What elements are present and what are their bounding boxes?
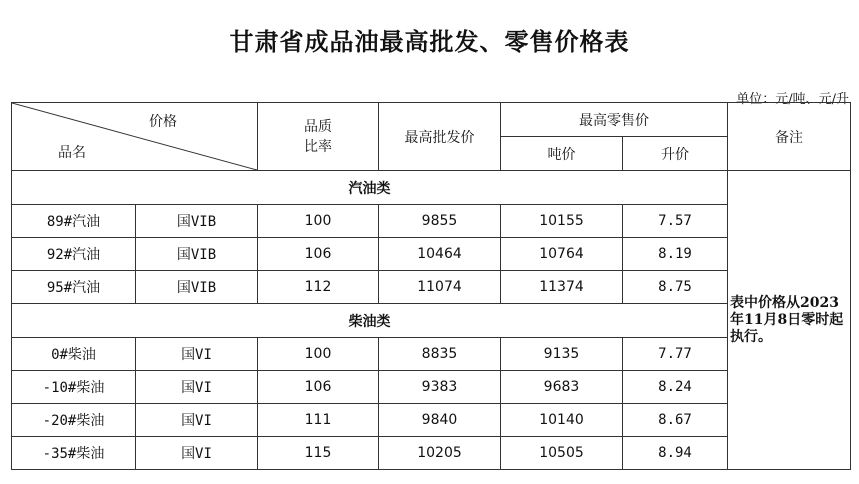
- ratio-cell: 100: [258, 338, 379, 371]
- table-row: [12, 238, 851, 271]
- header-remarks: 备注: [728, 103, 851, 171]
- ratio-cell: 106: [258, 238, 379, 271]
- product-name: 0#柴油: [12, 338, 136, 371]
- product-name: 92#汽油: [12, 238, 136, 271]
- ratio-cell: 112: [258, 271, 379, 304]
- page-title: 甘肃省成品油最高批发、零售价格表: [229, 28, 630, 56]
- price-table: [11, 102, 851, 470]
- table-row: [12, 437, 851, 470]
- product-name: 89#汽油: [12, 205, 136, 238]
- product-name: -35#柴油: [12, 437, 136, 470]
- retail-ton-price: 11374: [501, 271, 623, 304]
- retail-liter-price: 7.57: [623, 205, 728, 238]
- retail-liter-price: 8.24: [623, 371, 728, 404]
- grade-cell: 国VI: [136, 338, 258, 371]
- header-wholesale: 最高批发价: [379, 103, 501, 171]
- ratio-cell: 106: [258, 371, 379, 404]
- product-name: -10#柴油: [12, 371, 136, 404]
- category-label: 柴油类: [12, 304, 728, 338]
- category-row: [12, 304, 851, 338]
- header-retail: 最高零售价: [501, 103, 728, 137]
- retail-liter-price: 8.94: [623, 437, 728, 470]
- header-per-ton: 吨价: [501, 137, 623, 171]
- header-per-liter: 升价: [623, 137, 728, 171]
- wholesale-price: 10464: [379, 238, 501, 271]
- header-quality-ratio: 品质 比率: [258, 103, 379, 171]
- table-row: [12, 338, 851, 371]
- retail-ton-price: 10155: [501, 205, 623, 238]
- wholesale-price: 9840: [379, 404, 501, 437]
- table-row: [12, 404, 851, 437]
- retail-liter-price: 8.19: [623, 238, 728, 271]
- retail-liter-price: 7.77: [623, 338, 728, 371]
- grade-cell: 国VI: [136, 371, 258, 404]
- category-label: 汽油类: [12, 171, 728, 205]
- remarks-note: 表中价格从2023年11月8日零时起执行。: [728, 171, 851, 470]
- retail-ton-price: 9135: [501, 338, 623, 371]
- grade-cell: 国VIB: [136, 238, 258, 271]
- ratio-cell: 111: [258, 404, 379, 437]
- wholesale-price: 9383: [379, 371, 501, 404]
- diagonal-header-cell: [12, 103, 258, 171]
- header-product-label: 品名: [58, 145, 86, 161]
- wholesale-price: 9855: [379, 205, 501, 238]
- grade-cell: 国VIB: [136, 271, 258, 304]
- diagonal-line: [12, 103, 257, 170]
- ratio-cell: 115: [258, 437, 379, 470]
- header-price-label: 价格: [149, 114, 177, 130]
- retail-ton-price: 10505: [501, 437, 623, 470]
- grade-cell: 国VIB: [136, 205, 258, 238]
- retail-liter-price: 8.67: [623, 404, 728, 437]
- category-row: [12, 171, 851, 205]
- ratio-cell: 100: [258, 205, 379, 238]
- retail-liter-price: 8.75: [623, 271, 728, 304]
- retail-ton-price: 9683: [501, 371, 623, 404]
- product-name: -20#柴油: [12, 404, 136, 437]
- retail-ton-price: 10140: [501, 404, 623, 437]
- wholesale-price: 10205: [379, 437, 501, 470]
- wholesale-price: 8835: [379, 338, 501, 371]
- table-row: [12, 205, 851, 238]
- retail-ton-price: 10764: [501, 238, 623, 271]
- wholesale-price: 11074: [379, 271, 501, 304]
- grade-cell: 国VI: [136, 437, 258, 470]
- product-name: 95#汽油: [12, 271, 136, 304]
- unit-label: 单位：元/吨、元/升: [736, 92, 849, 107]
- table-row: [12, 371, 851, 404]
- table-row: [12, 271, 851, 304]
- grade-cell: 国VI: [136, 404, 258, 437]
